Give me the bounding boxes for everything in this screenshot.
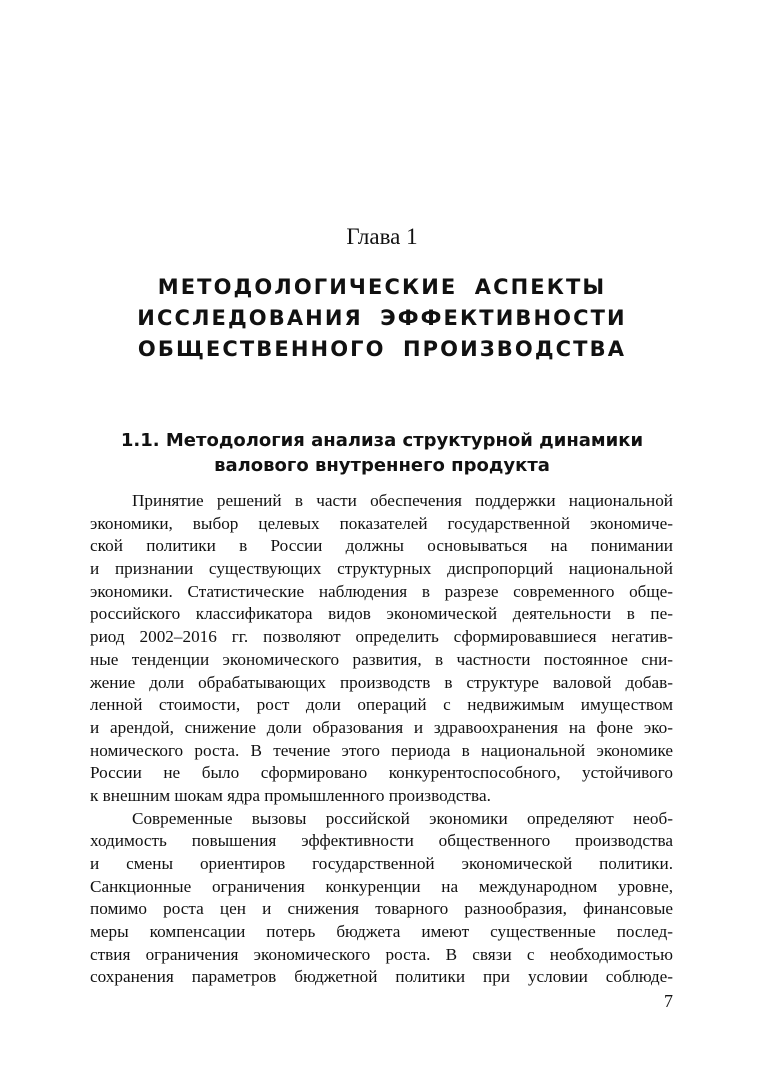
body-text xyxy=(90,490,673,989)
chapter-title-line: ИССЛЕДОВАНИЯ ЭФФЕКТИВНОСТИ xyxy=(137,306,627,330)
section-title xyxy=(0,428,764,478)
text-line: помимо роста цен и снижения товарного разнообразия, финансовые xyxy=(90,899,673,919)
text-line: экономики, выбор целевых показателей государственной экономиче- xyxy=(90,513,673,533)
section-title-line: 1.1. Методология анализа структурной динамики xyxy=(120,430,644,451)
page-number: 7 xyxy=(664,991,673,1011)
text-line: и признании существующих структурных диспропорций национальной xyxy=(90,559,673,579)
text-line: ные тенденции экономического развития, в частности постоянное сни- xyxy=(90,649,673,669)
text-line: ленной стоимости, рост доли операций с недвижимым имуществом xyxy=(90,695,673,715)
text-line: и смены ориентиров государственной экономической политики. xyxy=(90,854,673,873)
text-line: риод 2002–2016 гг. позволяют определить сформировавшиеся негатив- xyxy=(90,627,673,647)
paragraph xyxy=(90,490,673,808)
chapter-title-line: МЕТОДОЛОГИЧЕСКИЕ АСПЕКТЫ xyxy=(157,275,607,299)
text-line: ской политики в России должны основываться на понимании xyxy=(90,536,673,556)
text-line: к внешним шокам ядра промышленного производства. xyxy=(90,785,491,805)
chapter-label: Глава 1 xyxy=(346,224,418,249)
text-line: жение доли обрабатывающих производств в структуре валовой добав- xyxy=(90,672,673,692)
text-line: меры компенсации потерь бюджета имеют существенные послед- xyxy=(90,922,673,942)
text-line: Современные вызовы российской экономики определяют необ- xyxy=(132,808,673,828)
paragraph xyxy=(90,808,673,990)
text-line: России не было сформировано конкурентоспособного, устойчивого xyxy=(90,763,673,783)
text-line: российского классификатора видов экономической деятельности в пе- xyxy=(90,604,673,624)
section-title-line: валового внутреннего продукта xyxy=(214,455,550,476)
text-line: и арендой, снижение доли образования и здравоохранения на фоне эко- xyxy=(90,717,673,737)
text-line: ствия ограничения экономического роста. В связи с необходимостью xyxy=(90,944,673,964)
text-line: номического роста. В течение этого периода в национальной экономике xyxy=(90,740,673,760)
chapter-title-line: ОБЩЕСТВЕННОГО ПРОИЗВОДСТВА xyxy=(137,337,627,361)
text-line: Принятие решений в части обеспечения поддержки национальной xyxy=(132,491,673,510)
chapter-title xyxy=(0,272,764,365)
text-line: Санкционные ограничения конкуренции на международном уровне, xyxy=(90,876,673,896)
text-line: ходимость повышения эффективности общественного производства xyxy=(90,831,673,851)
text-line: сохранения параметров бюджетной политики при условии соблюде- xyxy=(90,967,673,987)
text-line: экономики. Статистические наблюдения в разрезе современного обще- xyxy=(90,581,673,601)
